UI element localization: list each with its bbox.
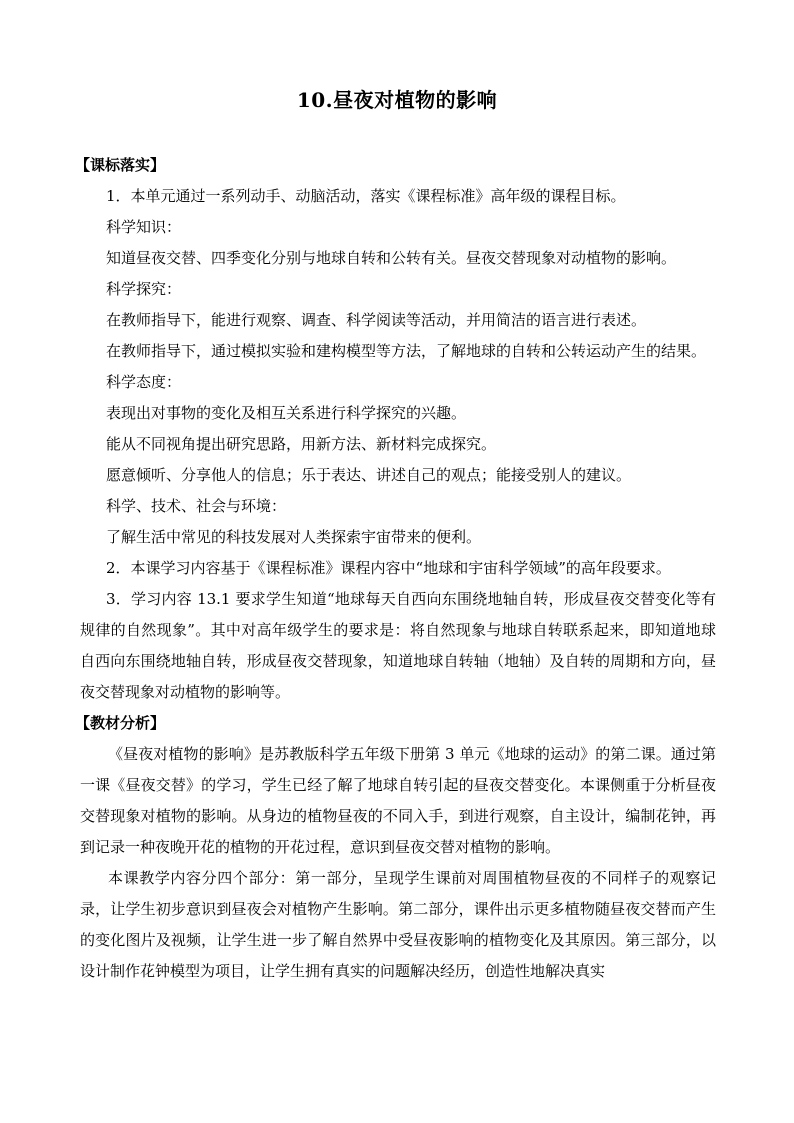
paragraph: 本课教学内容分四个部分：第一部分，呈现学生课前对周围植物昼夜的不同样子的观察记录，让学生初步意识到昼夜会对植物产生影响。第二部分，课件出示更多植物随昼夜交替而产生的变化图片及视频，让学生进一步了解自然界中受昼夜影响的植物变化及其原因。第三部分，以设计制作花钟模型为项目，让学生拥有真实的问题解决经历，创造性地解决真实 [80, 869, 716, 980]
paragraph: 2．本课学习内容基于《课程标准》课程内容中“地球和宇宙科学领域”的高年段要求。 [106, 559, 671, 577]
document-body [75, 150, 716, 987]
paragraph: 在教师指导下，通过模拟实验和建构模型等方法，了解地球的自转和公转运动产生的结果。 [106, 342, 707, 360]
paragraph: 科学、技术、社会与环境： [106, 497, 287, 515]
page-title: 10.昼夜对植物的影响 [296, 88, 498, 112]
paragraph: 能从不同视角提出研究思路，用新方法、新材料完成探究。 [106, 435, 497, 453]
paragraph: 知道昼夜交替、四季变化分别与地球自转和公转有关。昼夜交替现象对动植物的影响。 [106, 249, 677, 267]
section-heading-textbook-analysis: 【教材分析】 [75, 714, 166, 732]
paragraph: 了解生活中常见的科技发展对人类探索宇宙带来的便利。 [106, 528, 482, 546]
paragraph: 在教师指导下，能进行观察、调查、科学阅读等活动，并用简洁的语言进行表述。 [106, 311, 647, 329]
paragraph: 1．本单元通过一系列动手、动脑活动，落实《课程标准》高年级的课程目标。 [106, 187, 626, 205]
paragraph: 科学知识： [106, 218, 182, 236]
section-heading-standards: 【课标落实】 [75, 156, 166, 174]
paragraph: 科学探究： [106, 280, 182, 298]
paragraph: 表现出对事物的变化及相互关系进行科学探究的兴趣。 [106, 404, 467, 422]
paragraph: 3．学习内容 13.1 要求学生知道“地球每天自西向东围绕地轴自转，形成昼夜交替变化等有规律的自然现象”。其中对高年级学生的要求是：将自然现象与地球自转联系起来，即知道地球自西向东围绕地轴自转，形成昼夜交替现象，知道地球自转轴（地轴）及自转的周期和方向，昼夜交替现象对动植物的影响等。 [80, 590, 716, 701]
paragraph: 愿意倾听、分享他人的信息；乐于表达、讲述自己的观点；能接受别人的建议。 [106, 466, 632, 484]
paragraph: 科学态度： [106, 373, 182, 391]
paragraph: 《昼夜对植物的影响》是苏教版科学五年级下册第 3 单元《地球的运动》的第二课。通过第一课《昼夜交替》的学习，学生已经了解了地球自转引起的昼夜交替变化。本课侧重于分析昼夜交替现象对植物的影响。从身边的植物昼夜的不同入手，到进行观察，自主设计，编制花钟，再到记录一种夜晚开花的植物的开花过程，意识到昼夜交替对植物的影响。 [80, 745, 716, 856]
